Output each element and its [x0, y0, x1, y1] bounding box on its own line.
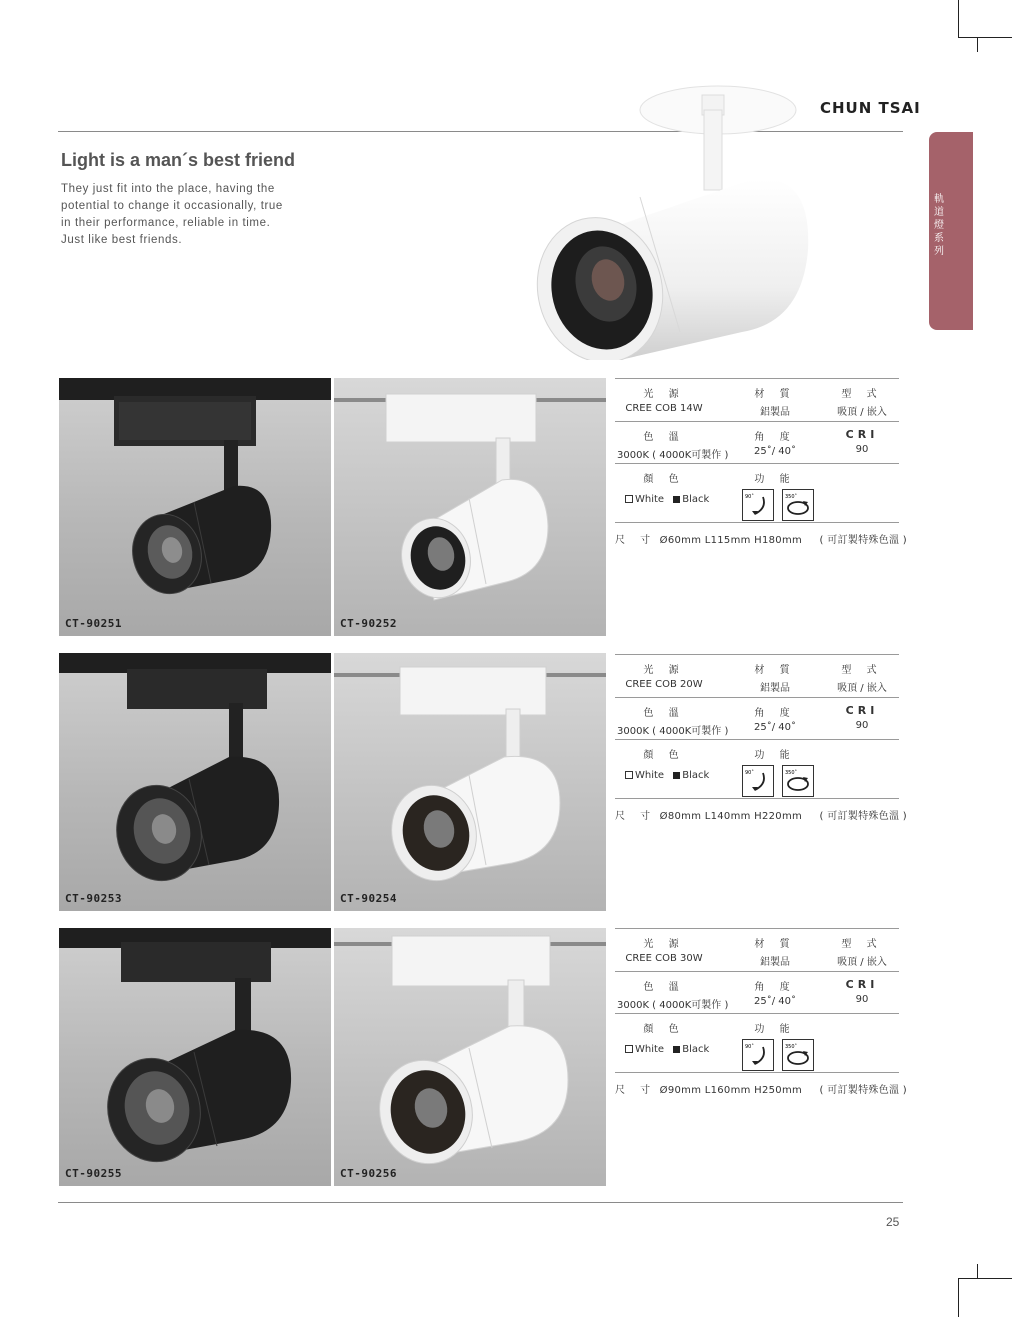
- spec-label: 型 式: [841, 665, 883, 676]
- product-photo-ct-90252: [334, 378, 606, 636]
- spec-table: [615, 928, 907, 1096]
- tilt-90-icon: [742, 489, 774, 521]
- spec-label: 尺 寸: [615, 1085, 657, 1096]
- spec-label: 型 式: [841, 939, 883, 950]
- spec-label: 功 能: [754, 474, 796, 485]
- size-note: ( 可訂製特殊色溫 ): [819, 535, 907, 546]
- spec-value-angle: 25˚/ 40˚: [754, 722, 796, 733]
- tilt-90-icon: [742, 1039, 774, 1071]
- spec-row: [615, 928, 899, 972]
- spec-label: 光 源: [643, 389, 685, 400]
- spec-label: CRI: [845, 704, 879, 717]
- svg-text:90˚: 90˚: [745, 770, 754, 776]
- spec-label: 光 源: [643, 665, 685, 676]
- spec-value-color-temp: 3000K ( 4000K可製作 ): [617, 1000, 729, 1011]
- intro-line: Just like best friends.: [61, 234, 183, 246]
- spec-value-material: 鋁製品: [760, 957, 790, 968]
- product-photo-ct-90256: [334, 928, 606, 1186]
- spec-value-type: 吸頂 / 嵌入: [837, 957, 887, 968]
- model-number: CT-90256: [340, 1167, 397, 1180]
- white-swatch: [625, 771, 633, 779]
- rotate-350-icon: [782, 489, 814, 521]
- spec-label: 型 式: [841, 389, 883, 400]
- color-options: [625, 770, 709, 781]
- intro-line: They just fit into the place, having the: [61, 183, 275, 195]
- spec-label: 顏 色: [643, 474, 685, 485]
- spec-table: [615, 378, 907, 546]
- color-option-white: White: [635, 494, 665, 505]
- spec-label: 色 溫: [643, 982, 685, 993]
- spec-row: [615, 1014, 899, 1073]
- model-number: CT-90253: [65, 892, 122, 905]
- spec-row: [615, 740, 899, 799]
- spec-value-material: 鋁製品: [760, 407, 790, 418]
- dimensions: [615, 523, 907, 546]
- model-number: CT-90254: [340, 892, 397, 905]
- color-options: [625, 494, 709, 505]
- spec-label: 光 源: [643, 939, 685, 950]
- color-options: [625, 1044, 709, 1055]
- spec-value-type: 吸頂 / 嵌入: [837, 683, 887, 694]
- crop-mark: [958, 1278, 1012, 1279]
- model-number: CT-90251: [65, 617, 122, 630]
- spec-row: [615, 654, 899, 698]
- product-photo-ct-90254: [334, 653, 606, 911]
- function-icons: [742, 1039, 817, 1071]
- crop-mark: [977, 1264, 978, 1278]
- spec-label: CRI: [845, 978, 879, 991]
- svg-text:350˚: 350˚: [785, 494, 798, 500]
- model-number: CT-90252: [340, 617, 397, 630]
- spec-label: 色 溫: [643, 432, 685, 443]
- spec-label: 材 質: [754, 939, 796, 950]
- spec-value-color-temp: 3000K ( 4000K可製作 ): [617, 450, 729, 461]
- dimensions: [615, 1073, 907, 1096]
- crop-mark: [977, 38, 978, 52]
- intro-line: potential to change it occasionally, true: [61, 200, 283, 212]
- function-icons: [742, 765, 817, 797]
- hero-product-image: [520, 70, 860, 360]
- color-option-white: White: [635, 1044, 665, 1055]
- crop-mark: [958, 1278, 959, 1317]
- model-number: CT-90255: [65, 1167, 122, 1180]
- spec-label: 尺 寸: [615, 535, 657, 546]
- spec-label: 尺 寸: [615, 811, 657, 822]
- intro-line: in their performance, reliable in time.: [61, 217, 271, 229]
- spec-row: [615, 698, 899, 740]
- spec-label: 材 質: [754, 665, 796, 676]
- svg-text:350˚: 350˚: [785, 770, 798, 776]
- spec-label: 材 質: [754, 389, 796, 400]
- spec-label: 角 度: [754, 708, 796, 719]
- spec-label: 功 能: [754, 1024, 796, 1035]
- function-icons: [742, 489, 817, 521]
- color-option-white: White: [635, 770, 665, 781]
- spec-value-cri: 90: [855, 444, 869, 455]
- spec-row: [615, 972, 899, 1014]
- size-value: Ø90mm L160mm H250mm: [659, 1085, 803, 1096]
- spec-table: [615, 654, 907, 822]
- size-note: ( 可訂製特殊色溫 ): [819, 811, 907, 822]
- spec-value-source: CREE COB 30W: [625, 953, 703, 964]
- white-swatch: [625, 1045, 633, 1053]
- product-photo-ct-90255: [59, 928, 331, 1186]
- tilt-90-icon: [742, 765, 774, 797]
- crop-mark: [958, 37, 1012, 38]
- spec-value-angle: 25˚/ 40˚: [754, 446, 796, 457]
- spec-label: 顏 色: [643, 1024, 685, 1035]
- color-option-black: Black: [682, 1044, 710, 1055]
- page-number: 25: [886, 1215, 900, 1229]
- spec-value-material: 鋁製品: [760, 683, 790, 694]
- size-value: Ø60mm L115mm H180mm: [659, 535, 803, 546]
- rotate-350-icon: [782, 765, 814, 797]
- svg-text:90˚: 90˚: [745, 494, 754, 500]
- intro-text: [61, 181, 311, 249]
- black-swatch: [673, 772, 680, 779]
- brand-logo: CHUN TSAI: [820, 99, 921, 117]
- footer-divider: [58, 1202, 903, 1203]
- spec-value-source: CREE COB 14W: [625, 403, 703, 414]
- spec-row: [615, 422, 899, 464]
- section-tab-label: 軌道燈系列: [934, 194, 944, 257]
- spec-label: 角 度: [754, 982, 796, 993]
- spec-label: CRI: [845, 428, 879, 441]
- color-option-black: Black: [682, 770, 710, 781]
- spec-row: [615, 378, 899, 422]
- white-swatch: [625, 495, 633, 503]
- svg-text:350˚: 350˚: [785, 1044, 798, 1050]
- product-photo-ct-90251: [59, 378, 331, 636]
- size-value: Ø80mm L140mm H220mm: [659, 811, 803, 822]
- spec-label: 色 溫: [643, 708, 685, 719]
- product-photo-ct-90253: [59, 653, 331, 911]
- spec-value-cri: 90: [855, 720, 869, 731]
- spec-value-cri: 90: [855, 994, 869, 1005]
- spec-label: 顏 色: [643, 750, 685, 761]
- spec-label: 功 能: [754, 750, 796, 761]
- black-swatch: [673, 1046, 680, 1053]
- spec-value-source: CREE COB 20W: [625, 679, 703, 690]
- black-swatch: [673, 496, 680, 503]
- spec-label: 角 度: [754, 432, 796, 443]
- page-headline: Light is a man´s best friend: [61, 150, 296, 170]
- spec-value-type: 吸頂 / 嵌入: [837, 407, 887, 418]
- color-option-black: Black: [682, 494, 710, 505]
- svg-text:90˚: 90˚: [745, 1044, 754, 1050]
- rotate-350-icon: [782, 1039, 814, 1071]
- crop-mark: [958, 0, 959, 38]
- spec-value-color-temp: 3000K ( 4000K可製作 ): [617, 726, 729, 737]
- spec-row: [615, 464, 899, 523]
- spec-value-angle: 25˚/ 40˚: [754, 996, 796, 1007]
- size-note: ( 可訂製特殊色溫 ): [819, 1085, 907, 1096]
- dimensions: [615, 799, 907, 822]
